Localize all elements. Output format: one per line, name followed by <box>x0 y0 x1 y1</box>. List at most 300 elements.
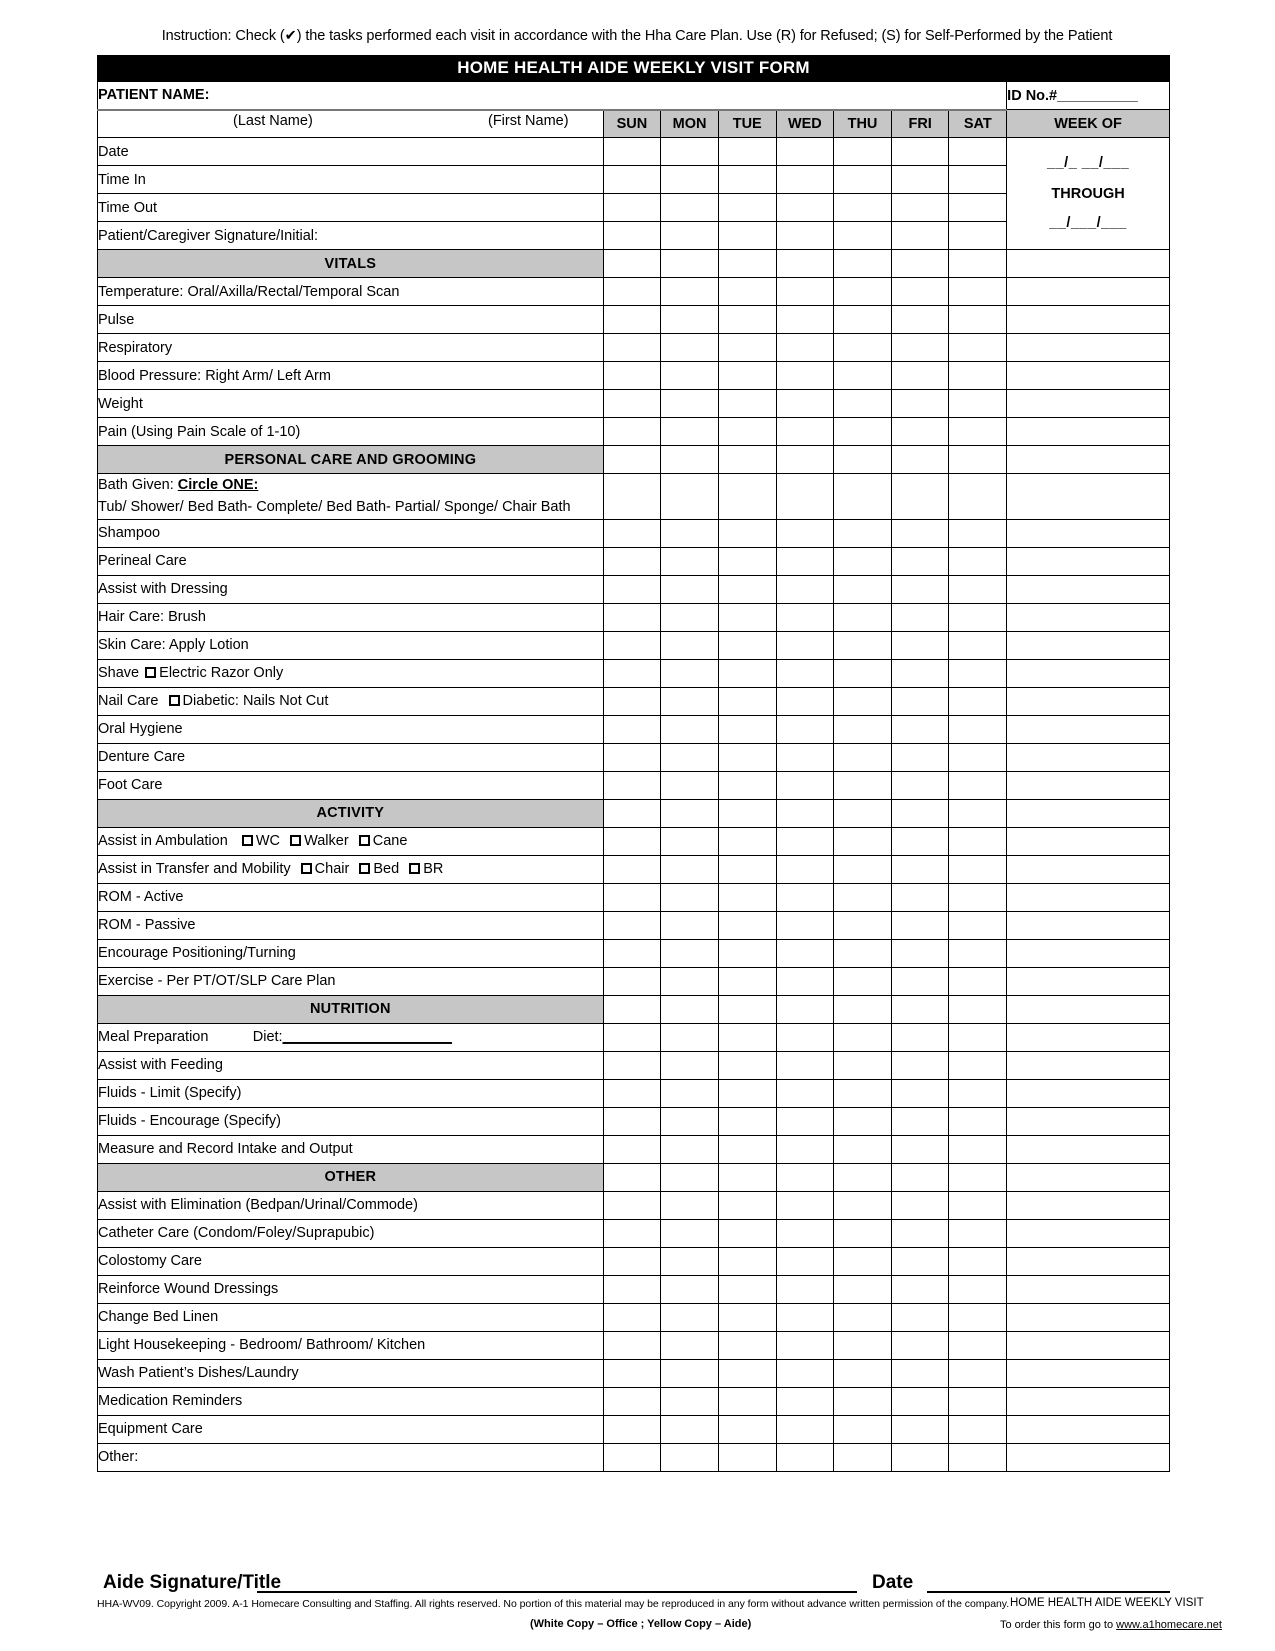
cell-foot-wed[interactable] <box>776 771 834 799</box>
cell-blank[interactable] <box>891 799 949 827</box>
cell-temperature-tue[interactable] <box>718 278 776 306</box>
cell-signature-mon[interactable] <box>661 222 719 250</box>
cell-exercise-mon[interactable] <box>661 967 719 995</box>
cell-bath-fri[interactable] <box>891 474 949 520</box>
order-url-link[interactable]: www.a1homecare.net <box>1116 1619 1222 1631</box>
cell-intake-wed[interactable] <box>776 1135 834 1163</box>
cell-wound-mon[interactable] <box>661 1275 719 1303</box>
cell-blank-week[interactable] <box>1007 1163 1170 1191</box>
cell-shave-sat[interactable] <box>949 659 1007 687</box>
cell-blank[interactable] <box>776 446 834 474</box>
cell-pain-thu[interactable] <box>834 418 892 446</box>
cell-equipment-tue[interactable] <box>718 1415 776 1443</box>
cell-transfer-week[interactable] <box>1007 855 1170 883</box>
cell-oral-tue[interactable] <box>718 715 776 743</box>
cell-denture-fri[interactable] <box>891 743 949 771</box>
cell-blank[interactable] <box>834 250 892 278</box>
cell-bedlinen-wed[interactable] <box>776 1303 834 1331</box>
cell-dishes-tue[interactable] <box>718 1359 776 1387</box>
cell-skin-week[interactable] <box>1007 631 1170 659</box>
cell-nail-tue[interactable] <box>718 687 776 715</box>
cell-fluids-limit-sun[interactable] <box>603 1079 661 1107</box>
cell-pulse-week[interactable] <box>1007 306 1170 334</box>
cell-pulse-wed[interactable] <box>776 306 834 334</box>
cell-blank[interactable] <box>949 1163 1007 1191</box>
cell-pain-wed[interactable] <box>776 418 834 446</box>
cell-fluids-enc-sun[interactable] <box>603 1107 661 1135</box>
cell-signature-thu[interactable] <box>834 222 892 250</box>
cell-perineal-sun[interactable] <box>603 547 661 575</box>
cell-weight-sat[interactable] <box>949 390 1007 418</box>
cell-shampoo-thu[interactable] <box>834 519 892 547</box>
cell-shampoo-sat[interactable] <box>949 519 1007 547</box>
date-input[interactable] <box>927 1591 1170 1593</box>
cell-other-mon[interactable] <box>661 1443 719 1471</box>
cell-blank[interactable] <box>891 250 949 278</box>
cell-date-sun[interactable] <box>603 138 661 166</box>
cell-blank[interactable] <box>603 799 661 827</box>
cell-time-out-mon[interactable] <box>661 194 719 222</box>
cell-oral-week[interactable] <box>1007 715 1170 743</box>
cell-meal-thu[interactable] <box>834 1023 892 1051</box>
cell-elimination-sun[interactable] <box>603 1191 661 1219</box>
cell-bp-week[interactable] <box>1007 362 1170 390</box>
cell-dressing-sat[interactable] <box>949 575 1007 603</box>
cell-dishes-thu[interactable] <box>834 1359 892 1387</box>
cell-rom-active-week[interactable] <box>1007 883 1170 911</box>
checkbox-cane-icon[interactable] <box>359 835 370 846</box>
cell-pulse-tue[interactable] <box>718 306 776 334</box>
cell-colostomy-thu[interactable] <box>834 1247 892 1275</box>
cell-denture-wed[interactable] <box>776 743 834 771</box>
cell-blank[interactable] <box>949 995 1007 1023</box>
cell-equipment-wed[interactable] <box>776 1415 834 1443</box>
cell-temperature-wed[interactable] <box>776 278 834 306</box>
cell-perineal-mon[interactable] <box>661 547 719 575</box>
cell-foot-mon[interactable] <box>661 771 719 799</box>
cell-exercise-tue[interactable] <box>718 967 776 995</box>
cell-feeding-tue[interactable] <box>718 1051 776 1079</box>
cell-rom-active-sat[interactable] <box>949 883 1007 911</box>
cell-positioning-sat[interactable] <box>949 939 1007 967</box>
cell-meal-mon[interactable] <box>661 1023 719 1051</box>
cell-weight-fri[interactable] <box>891 390 949 418</box>
cell-dressing-fri[interactable] <box>891 575 949 603</box>
cell-housekeeping-mon[interactable] <box>661 1331 719 1359</box>
cell-colostomy-mon[interactable] <box>661 1247 719 1275</box>
cell-positioning-wed[interactable] <box>776 939 834 967</box>
cell-bath-sun[interactable] <box>603 474 661 520</box>
cell-blank[interactable] <box>718 995 776 1023</box>
cell-fluids-limit-wed[interactable] <box>776 1079 834 1107</box>
cell-nail-week[interactable] <box>1007 687 1170 715</box>
cell-wound-wed[interactable] <box>776 1275 834 1303</box>
cell-denture-thu[interactable] <box>834 743 892 771</box>
cell-other-sun[interactable] <box>603 1443 661 1471</box>
cell-nail-wed[interactable] <box>776 687 834 715</box>
cell-transfer-tue[interactable] <box>718 855 776 883</box>
cell-pulse-sun[interactable] <box>603 306 661 334</box>
checkbox-diabetic-nails-icon[interactable] <box>169 695 180 706</box>
cell-bath-wed[interactable] <box>776 474 834 520</box>
cell-ambulation-fri[interactable] <box>891 827 949 855</box>
cell-time-in-sun[interactable] <box>603 166 661 194</box>
cell-exercise-thu[interactable] <box>834 967 892 995</box>
cell-bedlinen-sun[interactable] <box>603 1303 661 1331</box>
cell-ambulation-thu[interactable] <box>834 827 892 855</box>
cell-dishes-sun[interactable] <box>603 1359 661 1387</box>
cell-wound-sun[interactable] <box>603 1275 661 1303</box>
cell-shave-wed[interactable] <box>776 659 834 687</box>
cell-hair-week[interactable] <box>1007 603 1170 631</box>
cell-date-sat[interactable] <box>949 138 1007 166</box>
cell-fluids-limit-week[interactable] <box>1007 1079 1170 1107</box>
cell-rom-passive-sat[interactable] <box>949 911 1007 939</box>
cell-housekeeping-fri[interactable] <box>891 1331 949 1359</box>
cell-shave-mon[interactable] <box>661 659 719 687</box>
cell-weight-tue[interactable] <box>718 390 776 418</box>
cell-blank[interactable] <box>891 995 949 1023</box>
cell-hair-sun[interactable] <box>603 603 661 631</box>
cell-time-out-tue[interactable] <box>718 194 776 222</box>
cell-dressing-mon[interactable] <box>661 575 719 603</box>
cell-denture-mon[interactable] <box>661 743 719 771</box>
cell-blank[interactable] <box>776 250 834 278</box>
cell-foot-fri[interactable] <box>891 771 949 799</box>
cell-denture-sat[interactable] <box>949 743 1007 771</box>
checkbox-br-icon[interactable] <box>409 863 420 874</box>
cell-temperature-thu[interactable] <box>834 278 892 306</box>
cell-skin-thu[interactable] <box>834 631 892 659</box>
cell-intake-tue[interactable] <box>718 1135 776 1163</box>
cell-meal-sun[interactable] <box>603 1023 661 1051</box>
cell-blank[interactable] <box>718 250 776 278</box>
cell-nail-sat[interactable] <box>949 687 1007 715</box>
cell-time-out-wed[interactable] <box>776 194 834 222</box>
cell-hair-tue[interactable] <box>718 603 776 631</box>
cell-blank[interactable] <box>776 995 834 1023</box>
cell-elimination-wed[interactable] <box>776 1191 834 1219</box>
cell-perineal-week[interactable] <box>1007 547 1170 575</box>
cell-housekeeping-sun[interactable] <box>603 1331 661 1359</box>
cell-bp-tue[interactable] <box>718 362 776 390</box>
cell-blank-week[interactable] <box>1007 799 1170 827</box>
cell-catheter-wed[interactable] <box>776 1219 834 1247</box>
cell-rom-active-mon[interactable] <box>661 883 719 911</box>
cell-respiratory-sat[interactable] <box>949 334 1007 362</box>
cell-rom-passive-fri[interactable] <box>891 911 949 939</box>
cell-date-fri[interactable] <box>891 138 949 166</box>
cell-blank[interactable] <box>603 250 661 278</box>
cell-catheter-fri[interactable] <box>891 1219 949 1247</box>
cell-positioning-sun[interactable] <box>603 939 661 967</box>
cell-exercise-wed[interactable] <box>776 967 834 995</box>
cell-bedlinen-mon[interactable] <box>661 1303 719 1331</box>
cell-hair-thu[interactable] <box>834 603 892 631</box>
cell-blank[interactable] <box>834 995 892 1023</box>
cell-feeding-wed[interactable] <box>776 1051 834 1079</box>
cell-perineal-wed[interactable] <box>776 547 834 575</box>
cell-skin-wed[interactable] <box>776 631 834 659</box>
cell-temperature-sat[interactable] <box>949 278 1007 306</box>
cell-other-thu[interactable] <box>834 1443 892 1471</box>
cell-nail-fri[interactable] <box>891 687 949 715</box>
cell-housekeeping-wed[interactable] <box>776 1331 834 1359</box>
cell-catheter-week[interactable] <box>1007 1219 1170 1247</box>
cell-dressing-week[interactable] <box>1007 575 1170 603</box>
cell-other-sat[interactable] <box>949 1443 1007 1471</box>
cell-shave-fri[interactable] <box>891 659 949 687</box>
cell-shave-tue[interactable] <box>718 659 776 687</box>
cell-elimination-mon[interactable] <box>661 1191 719 1219</box>
cell-pain-fri[interactable] <box>891 418 949 446</box>
cell-bath-week[interactable] <box>1007 474 1170 520</box>
cell-oral-sun[interactable] <box>603 715 661 743</box>
cell-fluids-enc-wed[interactable] <box>776 1107 834 1135</box>
cell-signature-sun[interactable] <box>603 222 661 250</box>
cell-bp-fri[interactable] <box>891 362 949 390</box>
cell-elimination-sat[interactable] <box>949 1191 1007 1219</box>
cell-meal-sat[interactable] <box>949 1023 1007 1051</box>
cell-rom-passive-wed[interactable] <box>776 911 834 939</box>
id-no-field[interactable]: ID No.#__________ <box>1007 82 1170 110</box>
cell-nail-sun[interactable] <box>603 687 661 715</box>
cell-intake-sat[interactable] <box>949 1135 1007 1163</box>
cell-other-wed[interactable] <box>776 1443 834 1471</box>
cell-exercise-sun[interactable] <box>603 967 661 995</box>
cell-elimination-tue[interactable] <box>718 1191 776 1219</box>
cell-blank[interactable] <box>776 799 834 827</box>
cell-dishes-wed[interactable] <box>776 1359 834 1387</box>
cell-medication-sat[interactable] <box>949 1387 1007 1415</box>
cell-housekeeping-week[interactable] <box>1007 1331 1170 1359</box>
cell-blank-week[interactable] <box>1007 446 1170 474</box>
cell-housekeeping-thu[interactable] <box>834 1331 892 1359</box>
cell-pain-mon[interactable] <box>661 418 719 446</box>
cell-other-tue[interactable] <box>718 1443 776 1471</box>
cell-shampoo-sun[interactable] <box>603 519 661 547</box>
cell-intake-thu[interactable] <box>834 1135 892 1163</box>
cell-hair-mon[interactable] <box>661 603 719 631</box>
cell-equipment-mon[interactable] <box>661 1415 719 1443</box>
cell-colostomy-tue[interactable] <box>718 1247 776 1275</box>
checkbox-chair-icon[interactable] <box>301 863 312 874</box>
cell-fluids-limit-sat[interactable] <box>949 1079 1007 1107</box>
cell-housekeeping-tue[interactable] <box>718 1331 776 1359</box>
cell-wound-fri[interactable] <box>891 1275 949 1303</box>
cell-nail-thu[interactable] <box>834 687 892 715</box>
cell-perineal-tue[interactable] <box>718 547 776 575</box>
cell-blank[interactable] <box>949 250 1007 278</box>
cell-colostomy-sat[interactable] <box>949 1247 1007 1275</box>
cell-bath-tue[interactable] <box>718 474 776 520</box>
cell-shampoo-week[interactable] <box>1007 519 1170 547</box>
cell-blank[interactable] <box>661 250 719 278</box>
cell-positioning-thu[interactable] <box>834 939 892 967</box>
cell-respiratory-sun[interactable] <box>603 334 661 362</box>
cell-positioning-tue[interactable] <box>718 939 776 967</box>
cell-intake-sun[interactable] <box>603 1135 661 1163</box>
cell-skin-sat[interactable] <box>949 631 1007 659</box>
cell-skin-tue[interactable] <box>718 631 776 659</box>
cell-time-out-thu[interactable] <box>834 194 892 222</box>
cell-feeding-sat[interactable] <box>949 1051 1007 1079</box>
cell-dishes-fri[interactable] <box>891 1359 949 1387</box>
cell-temperature-fri[interactable] <box>891 278 949 306</box>
cell-bp-wed[interactable] <box>776 362 834 390</box>
cell-date-mon[interactable] <box>661 138 719 166</box>
cell-time-in-tue[interactable] <box>718 166 776 194</box>
cell-skin-mon[interactable] <box>661 631 719 659</box>
cell-transfer-sun[interactable] <box>603 855 661 883</box>
cell-signature-tue[interactable] <box>718 222 776 250</box>
cell-positioning-week[interactable] <box>1007 939 1170 967</box>
cell-respiratory-mon[interactable] <box>661 334 719 362</box>
cell-oral-fri[interactable] <box>891 715 949 743</box>
cell-meal-fri[interactable] <box>891 1023 949 1051</box>
cell-perineal-sat[interactable] <box>949 547 1007 575</box>
cell-medication-tue[interactable] <box>718 1387 776 1415</box>
cell-bedlinen-thu[interactable] <box>834 1303 892 1331</box>
cell-feeding-thu[interactable] <box>834 1051 892 1079</box>
cell-rom-passive-mon[interactable] <box>661 911 719 939</box>
cell-respiratory-fri[interactable] <box>891 334 949 362</box>
cell-blank[interactable] <box>891 1163 949 1191</box>
cell-blank[interactable] <box>718 799 776 827</box>
cell-pulse-mon[interactable] <box>661 306 719 334</box>
cell-bp-sun[interactable] <box>603 362 661 390</box>
cell-positioning-fri[interactable] <box>891 939 949 967</box>
cell-weight-thu[interactable] <box>834 390 892 418</box>
cell-bath-thu[interactable] <box>834 474 892 520</box>
cell-transfer-wed[interactable] <box>776 855 834 883</box>
cell-medication-thu[interactable] <box>834 1387 892 1415</box>
cell-transfer-fri[interactable] <box>891 855 949 883</box>
cell-fluids-limit-thu[interactable] <box>834 1079 892 1107</box>
cell-denture-sun[interactable] <box>603 743 661 771</box>
cell-skin-sun[interactable] <box>603 631 661 659</box>
aide-signature-input[interactable] <box>257 1591 857 1593</box>
cell-elimination-fri[interactable] <box>891 1191 949 1219</box>
cell-blank[interactable] <box>776 1163 834 1191</box>
cell-ambulation-week[interactable] <box>1007 827 1170 855</box>
cell-rom-active-sun[interactable] <box>603 883 661 911</box>
cell-blank[interactable] <box>603 446 661 474</box>
cell-oral-wed[interactable] <box>776 715 834 743</box>
cell-catheter-sat[interactable] <box>949 1219 1007 1247</box>
bath-options[interactable]: Tub/ Shower/ Bed Bath- Complete/ Bed Bath- Partial/ Sponge/ Chair Bath <box>98 499 571 516</box>
cell-bath-mon[interactable] <box>661 474 719 520</box>
cell-fluids-enc-week[interactable] <box>1007 1107 1170 1135</box>
cell-foot-week[interactable] <box>1007 771 1170 799</box>
cell-wound-thu[interactable] <box>834 1275 892 1303</box>
cell-fluids-enc-tue[interactable] <box>718 1107 776 1135</box>
cell-catheter-sun[interactable] <box>603 1219 661 1247</box>
cell-bedlinen-tue[interactable] <box>718 1303 776 1331</box>
cell-pulse-fri[interactable] <box>891 306 949 334</box>
cell-temperature-mon[interactable] <box>661 278 719 306</box>
cell-equipment-sat[interactable] <box>949 1415 1007 1443</box>
cell-meal-wed[interactable] <box>776 1023 834 1051</box>
cell-denture-tue[interactable] <box>718 743 776 771</box>
checkbox-wc-icon[interactable] <box>242 835 253 846</box>
cell-pain-week[interactable] <box>1007 418 1170 446</box>
cell-date-thu[interactable] <box>834 138 892 166</box>
cell-hair-wed[interactable] <box>776 603 834 631</box>
cell-dishes-mon[interactable] <box>661 1359 719 1387</box>
cell-foot-tue[interactable] <box>718 771 776 799</box>
cell-equipment-fri[interactable] <box>891 1415 949 1443</box>
cell-blank[interactable] <box>603 1163 661 1191</box>
cell-medication-wed[interactable] <box>776 1387 834 1415</box>
checkbox-electric-razor-icon[interactable] <box>145 667 156 678</box>
cell-colostomy-sun[interactable] <box>603 1247 661 1275</box>
cell-housekeeping-sat[interactable] <box>949 1331 1007 1359</box>
cell-rom-passive-sun[interactable] <box>603 911 661 939</box>
cell-bedlinen-sat[interactable] <box>949 1303 1007 1331</box>
cell-bedlinen-fri[interactable] <box>891 1303 949 1331</box>
cell-bp-mon[interactable] <box>661 362 719 390</box>
row-label-other[interactable]: Other: <box>98 1443 604 1471</box>
cell-date-wed[interactable] <box>776 138 834 166</box>
cell-equipment-week[interactable] <box>1007 1415 1170 1443</box>
cell-other-fri[interactable] <box>891 1443 949 1471</box>
cell-bath-sat[interactable] <box>949 474 1007 520</box>
cell-temperature-week[interactable] <box>1007 278 1170 306</box>
cell-rom-active-thu[interactable] <box>834 883 892 911</box>
cell-fluids-enc-fri[interactable] <box>891 1107 949 1135</box>
cell-dressing-wed[interactable] <box>776 575 834 603</box>
cell-blank[interactable] <box>834 1163 892 1191</box>
cell-wound-sat[interactable] <box>949 1275 1007 1303</box>
cell-feeding-mon[interactable] <box>661 1051 719 1079</box>
cell-weight-wed[interactable] <box>776 390 834 418</box>
cell-blank[interactable] <box>661 799 719 827</box>
cell-weight-mon[interactable] <box>661 390 719 418</box>
cell-exercise-week[interactable] <box>1007 967 1170 995</box>
cell-meal-tue[interactable] <box>718 1023 776 1051</box>
cell-colostomy-wed[interactable] <box>776 1247 834 1275</box>
cell-dishes-sat[interactable] <box>949 1359 1007 1387</box>
cell-wound-week[interactable] <box>1007 1275 1170 1303</box>
cell-pain-sat[interactable] <box>949 418 1007 446</box>
cell-foot-sat[interactable] <box>949 771 1007 799</box>
cell-time-in-wed[interactable] <box>776 166 834 194</box>
cell-equipment-thu[interactable] <box>834 1415 892 1443</box>
cell-signature-fri[interactable] <box>891 222 949 250</box>
cell-ambulation-wed[interactable] <box>776 827 834 855</box>
cell-respiratory-thu[interactable] <box>834 334 892 362</box>
cell-perineal-fri[interactable] <box>891 547 949 575</box>
cell-ambulation-sun[interactable] <box>603 827 661 855</box>
cell-shampoo-tue[interactable] <box>718 519 776 547</box>
cell-fluids-enc-thu[interactable] <box>834 1107 892 1135</box>
cell-catheter-thu[interactable] <box>834 1219 892 1247</box>
cell-dishes-week[interactable] <box>1007 1359 1170 1387</box>
cell-skin-fri[interactable] <box>891 631 949 659</box>
cell-fluids-limit-mon[interactable] <box>661 1079 719 1107</box>
cell-perineal-thu[interactable] <box>834 547 892 575</box>
cell-shampoo-fri[interactable] <box>891 519 949 547</box>
cell-ambulation-tue[interactable] <box>718 827 776 855</box>
cell-feeding-sun[interactable] <box>603 1051 661 1079</box>
cell-shave-week[interactable] <box>1007 659 1170 687</box>
cell-positioning-mon[interactable] <box>661 939 719 967</box>
cell-rom-active-tue[interactable] <box>718 883 776 911</box>
cell-hair-sat[interactable] <box>949 603 1007 631</box>
cell-bedlinen-week[interactable] <box>1007 1303 1170 1331</box>
cell-blank[interactable] <box>718 1163 776 1191</box>
